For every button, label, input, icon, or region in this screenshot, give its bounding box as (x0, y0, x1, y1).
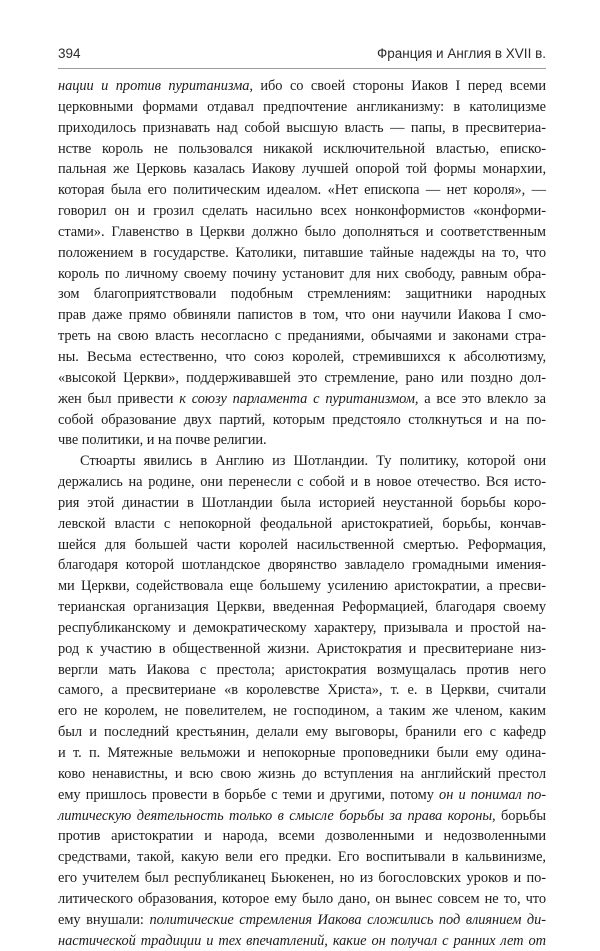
text-line (58, 222, 546, 243)
italic-text: литическую деятельность только в смысле борьбы за права короны, (58, 807, 496, 824)
text-line (58, 326, 546, 347)
text-segment: вергли мать Иакова с престола; аристократия возмущалась против него (58, 661, 546, 678)
text-line (58, 201, 546, 222)
body-text (58, 76, 546, 951)
text-segment: треть на свою власть несогласно с преданиями, обычаями и законами стра- (58, 328, 546, 345)
text-segment: рия этой династии в Шотландии была историей неустанной борьбы коро- (58, 494, 546, 511)
page-number: 394 (58, 46, 81, 61)
text-line (58, 931, 546, 951)
text-segment: самого, а пресвитериане «в королевстве Христа», т. е. в Церкви, считали (58, 682, 546, 699)
text-segment: благодаря которой шотландское дворянство завладело громадными имения- (58, 557, 546, 574)
text-line (58, 847, 546, 868)
text-segment: и т. п. Мятежные вельможи и непокорные проповедники были ему одина- (58, 745, 546, 761)
text-line (58, 785, 546, 806)
text-segment: нстве король не пользовался никакой исключительной властью, еписко- (58, 140, 546, 157)
running-header (58, 46, 546, 68)
text-segment: ему внушали: (58, 911, 150, 928)
text-segment: против аристократии и народа, всеми дозволенными и недозволенными (58, 828, 546, 845)
text-line (58, 639, 546, 660)
italic-text: к союзу парламента с пуританизмом, (179, 390, 419, 407)
italic-text: он и понимал по- (439, 786, 546, 803)
text-segment: стами». Главенство в Церкви должно было дополняться и соответственным (58, 223, 546, 240)
text-line (58, 389, 546, 410)
text-segment: король по личному своему почину установит для них свободу, равным обра- (58, 265, 546, 282)
text-line (58, 97, 546, 118)
text-line (58, 76, 546, 97)
text-segment: церковными формами отдавал предпочтение англиканизму: в католицизме (58, 98, 546, 115)
text-line (58, 139, 546, 160)
text-line (58, 159, 546, 180)
text-line (58, 660, 546, 681)
text-segment: ково ненавистны, и всю свою жизнь до вступления на английский престол (58, 765, 546, 782)
text-segment: ибо со своей стороны Иаков I перед всеми (252, 78, 546, 94)
running-title: Франция и Англия в XVII в. (376, 46, 546, 61)
text-segment: собой образование двух партий, которым предстояло столкнуться и на по- (58, 411, 546, 428)
text-segment: республиканскому и демократическому характеру, призывала и простой на- (58, 619, 546, 636)
text-line (58, 743, 546, 764)
text-line (58, 243, 546, 264)
italic-text: нации и против пуританизма, (58, 78, 253, 94)
text-segment: его не королем, не повелителем, не господином, а таким же членом, каким (58, 703, 546, 720)
text-segment: средствами, такой, какую вели его предки. Его воспитывали в кальвинизме, (58, 849, 546, 866)
text-segment: «высокой Церкви», поддерживавшей это стремление, рано или поздно дол- (58, 369, 546, 386)
text-segment: шейся для большей части королей насильственной смертью. Реформация, (58, 536, 546, 553)
text-segment: ны. Весьма естественно, что союз королей, стремившихся к абсолютизму, (58, 348, 546, 365)
text-line (58, 597, 546, 618)
text-line (58, 576, 546, 597)
text-line (58, 806, 546, 827)
italic-text: настической традиции и тех впечатлений, какие он получал с ранних лет от (58, 932, 546, 949)
text-segment: род к участию в общественной жизни. Аристократия и пресвитериане низ- (58, 640, 546, 657)
text-line (58, 618, 546, 639)
text-segment: пальная же Церковь казалась Иакову лучшей опорой той формы монархии, (58, 161, 546, 178)
text-segment: левской власти с непокорной феодальной аристократией, борьбы, кончав- (58, 515, 546, 532)
text-segment: зом благоприятствовали подобным стремлениям: защитники народных (58, 286, 546, 303)
text-line (58, 680, 546, 701)
text-segment: его учителем был республиканец Бьюкенен, но из богословских уроков и по- (58, 870, 546, 887)
text-line (58, 347, 546, 368)
text-line (58, 451, 546, 472)
header-rule (58, 68, 546, 69)
italic-text: политические стремления Иакова сложились под влиянием ди- (149, 911, 547, 928)
text-line (58, 305, 546, 326)
text-line (58, 826, 546, 847)
text-segment: жен был привести (58, 390, 180, 407)
text-segment: прав даже прямо обвиняли папистов в том, что они научили Иакова I смо- (58, 307, 546, 324)
text-line (58, 493, 546, 514)
text-segment: приходилось признавать над собой высшую власть — папы, в пресвитериа- (58, 119, 546, 136)
text-line (58, 701, 546, 722)
text-segment: а все это влекло за (418, 390, 546, 407)
text-line (58, 910, 546, 931)
text-segment: ми Церкви, содействовала еще большему усилению аристократии, а пресви- (58, 578, 546, 595)
text-line (58, 889, 546, 910)
text-segment: ему пришлось провести в борьбе с теми и другими, потому (58, 786, 440, 803)
text-segment: держались на родине, они перенесли с собой и в новое отечество. Вся исто- (58, 474, 546, 491)
text-segment: литического образования, которое ему было дано, он вынес совсем не то, что (58, 890, 546, 907)
text-segment: был и последний крестьянин, делали ему выговоры, бранили его с кафедр (58, 724, 546, 741)
text-segment: говорил он и грозил сделать насильно всех нонконформистов «конформи- (58, 203, 546, 220)
text-line (58, 430, 546, 451)
text-line (58, 764, 546, 785)
text-line (58, 722, 546, 743)
text-segment: которая была его политическим идеалом. «Нет епископа — нет короля», — (58, 182, 546, 199)
text-line (58, 368, 546, 389)
text-line (58, 180, 546, 201)
text-segment: чве политики, и на почве религии. (58, 432, 267, 449)
text-line (58, 868, 546, 889)
text-line (58, 472, 546, 493)
text-segment: Стюарты явились в Англию из Шотландии. Ту политику, которой они (80, 453, 546, 470)
text-line (58, 118, 546, 139)
text-line (58, 535, 546, 556)
text-line (58, 514, 546, 535)
text-segment: борьбы (495, 807, 546, 824)
text-line (58, 264, 546, 285)
text-segment: терианская организация Церкви, введенная Реформацией, благодаря своему (58, 599, 546, 616)
text-line (58, 555, 546, 576)
text-line (58, 284, 546, 305)
text-line (58, 410, 546, 431)
text-segment: положением в государстве. Католики, питавшие тайные надежды на то, что (58, 244, 546, 261)
